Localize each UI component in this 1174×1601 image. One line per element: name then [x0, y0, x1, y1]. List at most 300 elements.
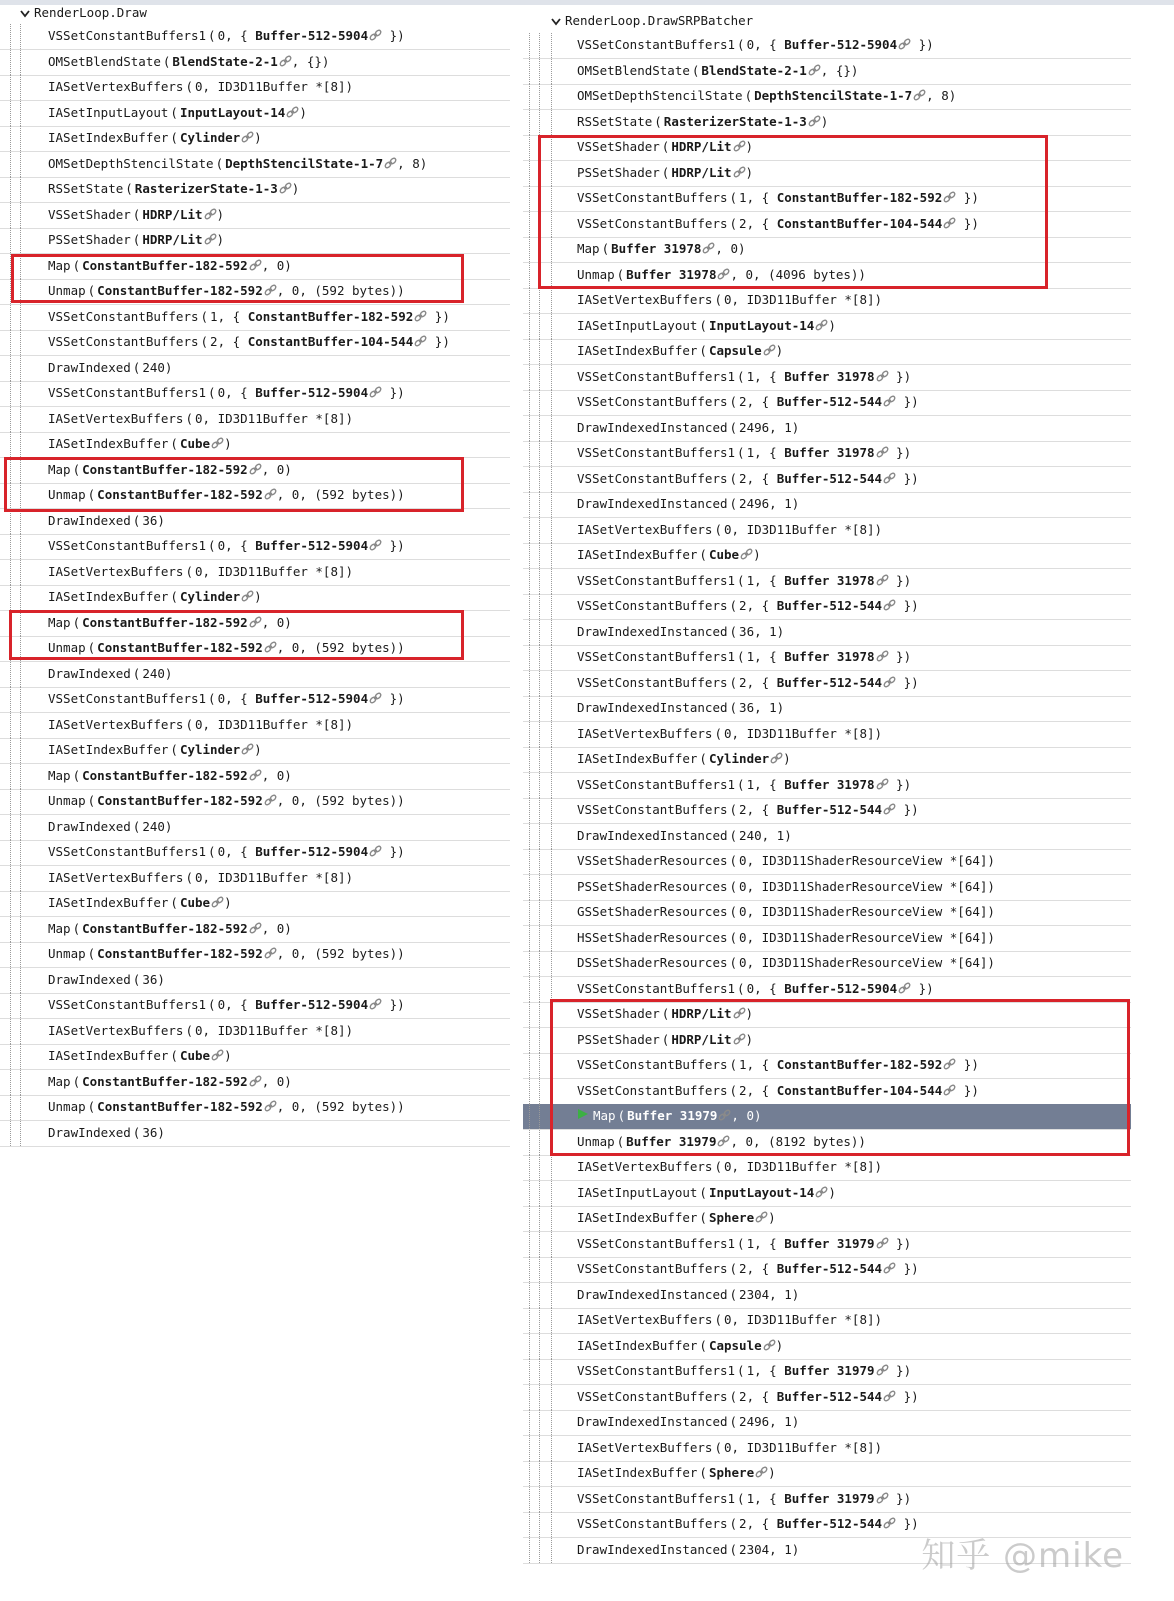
event-row[interactable] — [523, 237, 1131, 263]
event-row[interactable] — [523, 1232, 1131, 1258]
event-row[interactable] — [0, 509, 510, 535]
event-row[interactable] — [523, 671, 1131, 697]
event-row[interactable] — [523, 1308, 1131, 1334]
resource-name[interactable]: InputLayout-14 — [179, 104, 286, 120]
resource-name[interactable]: RasterizerState-1-3 — [663, 113, 807, 129]
resource-name[interactable]: Buffer-512-544 — [776, 394, 883, 409]
event-row[interactable] — [0, 993, 510, 1019]
resource-name[interactable]: ConstantBuffer-182-592 — [82, 920, 248, 936]
resource-name[interactable]: BlendState-2-1 — [701, 62, 807, 78]
event-row[interactable] — [523, 645, 1131, 671]
resource-name[interactable]: HDRP/Lit — [671, 1006, 732, 1021]
link-icon[interactable] — [943, 217, 956, 229]
event-row[interactable] — [523, 339, 1131, 365]
event-row[interactable] — [523, 1359, 1131, 1385]
link-icon[interactable] — [264, 284, 277, 296]
event-row[interactable] — [0, 815, 510, 841]
link-icon[interactable] — [943, 191, 956, 203]
resource-name[interactable]: Cube — [708, 547, 740, 562]
chevron-down-icon[interactable] — [551, 15, 561, 25]
resource-name[interactable]: HDRP/Lit — [142, 232, 203, 247]
event-row[interactable] — [0, 968, 510, 994]
link-icon[interactable] — [755, 1466, 768, 1478]
link-icon[interactable] — [279, 182, 292, 194]
tree-guide-line — [551, 492, 552, 517]
resource-name[interactable]: Buffer-512-544 — [776, 1261, 883, 1276]
resource-name[interactable]: Buffer 31979 — [784, 1235, 875, 1251]
event-row[interactable] — [523, 977, 1131, 1003]
resource-name[interactable]: Buffer 31978 — [784, 445, 875, 460]
link-icon[interactable] — [898, 38, 911, 50]
link-icon[interactable] — [369, 386, 382, 398]
resource-name[interactable]: Buffer-512-544 — [776, 1388, 883, 1404]
event-row[interactable] — [0, 75, 510, 101]
event-row[interactable] — [0, 611, 510, 637]
event-row[interactable] — [523, 1130, 1131, 1156]
event-row[interactable] — [0, 177, 510, 203]
link-icon[interactable] — [876, 650, 889, 662]
event-row[interactable] — [0, 381, 510, 407]
link-icon[interactable] — [883, 1262, 896, 1274]
tree-guide-line — [20, 738, 21, 763]
link-icon[interactable] — [733, 1033, 746, 1045]
link-icon[interactable] — [241, 590, 254, 602]
resource-name[interactable]: Buffer-512-5904 — [255, 844, 369, 859]
resource-name[interactable]: ConstantBuffer-182-592 — [97, 487, 263, 502]
link-icon[interactable] — [815, 319, 828, 331]
resource-name[interactable]: ConstantBuffer-182-592 — [82, 767, 248, 783]
event-row[interactable] — [523, 1410, 1131, 1436]
event-row[interactable] — [523, 1334, 1131, 1360]
event-row[interactable] — [523, 1283, 1131, 1309]
event-row[interactable] — [523, 696, 1131, 722]
event-text: VSSetConstantBuffers1 ( 1, { Buffer 31978 }) — [577, 368, 912, 384]
resource-name[interactable]: Buffer-512-544 — [776, 470, 883, 486]
resource-name[interactable]: Capsule — [708, 343, 762, 358]
event-row[interactable] — [0, 1019, 510, 1045]
link-icon[interactable] — [733, 140, 746, 152]
tree-guide-line — [539, 1130, 540, 1155]
resource-name[interactable]: Buffer 31978 — [784, 649, 875, 664]
event-row[interactable] — [523, 951, 1131, 977]
link-icon[interactable] — [717, 1135, 730, 1147]
link-icon[interactable] — [702, 242, 715, 254]
link-icon[interactable] — [883, 803, 896, 815]
argument-prefix: 240) — [142, 665, 173, 681]
event-row[interactable] — [523, 875, 1131, 901]
function-name: VSSetConstantBuffers1 — [48, 691, 207, 706]
link-icon[interactable] — [286, 106, 299, 118]
event-row[interactable] — [523, 798, 1131, 824]
tree-node-renderloop-draw[interactable] — [20, 1, 147, 25]
event-row[interactable] — [0, 50, 510, 76]
tree-guide-line — [20, 993, 21, 1018]
tree-guide-line — [529, 1028, 530, 1053]
link-icon[interactable] — [279, 55, 292, 67]
link-icon[interactable] — [384, 157, 397, 169]
resource-name[interactable]: Cylinder — [708, 751, 770, 766]
event-row[interactable] — [0, 24, 510, 50]
event-row[interactable] — [523, 314, 1131, 340]
link-icon[interactable] — [876, 778, 889, 790]
event-row[interactable] — [523, 390, 1131, 416]
event-row[interactable] — [523, 263, 1131, 289]
link-icon[interactable] — [204, 233, 217, 245]
event-row[interactable] — [0, 636, 510, 662]
event-row[interactable] — [523, 722, 1131, 748]
resource-name[interactable]: Buffer 31979 — [784, 1490, 875, 1506]
event-row[interactable] — [0, 279, 510, 305]
event-row[interactable] — [523, 1028, 1131, 1054]
event-row[interactable] — [0, 789, 510, 815]
tree-guide-line — [551, 1232, 552, 1257]
event-row[interactable] — [523, 1461, 1131, 1487]
event-row[interactable] — [0, 942, 510, 968]
link-icon[interactable] — [717, 268, 730, 280]
event-text: VSSetConstantBuffers1 ( 1, { Buffer 31978 }) — [577, 445, 912, 460]
link-icon[interactable] — [249, 259, 262, 271]
link-icon[interactable] — [876, 370, 889, 382]
resource-name[interactable]: InputLayout-14 — [708, 1184, 815, 1200]
link-icon[interactable] — [913, 89, 926, 101]
tree-guide-line — [539, 1028, 540, 1053]
resource-name[interactable]: BlendState-2-1 — [172, 53, 278, 69]
link-icon[interactable] — [249, 769, 262, 781]
event-row[interactable] — [523, 1257, 1131, 1283]
event-row[interactable] — [0, 917, 510, 943]
event-row[interactable] — [523, 59, 1131, 85]
event-row[interactable] — [0, 203, 510, 229]
link-icon[interactable] — [883, 676, 896, 688]
tree-guide-line — [539, 1206, 540, 1231]
tree-guide-line — [529, 59, 530, 84]
argument-suffix: ) — [745, 1006, 754, 1021]
resource-name[interactable]: Buffer-512-544 — [776, 1516, 883, 1531]
resource-name[interactable]: ConstantBuffer-182-592 — [82, 1073, 248, 1089]
argument-suffix: }) — [956, 1057, 979, 1072]
resource-name[interactable]: Buffer-512-5904 — [255, 385, 369, 400]
link-icon[interactable] — [414, 310, 427, 322]
link-icon[interactable] — [808, 64, 821, 76]
event-row[interactable] — [0, 407, 510, 433]
link-icon[interactable] — [876, 446, 889, 458]
resource-name[interactable]: Cube — [179, 895, 211, 910]
link-icon[interactable] — [249, 463, 262, 475]
tree-guide-line — [551, 186, 552, 211]
event-row[interactable] — [523, 594, 1131, 620]
link-icon[interactable] — [414, 335, 427, 347]
resource-name[interactable]: Buffer 31978 — [784, 572, 875, 588]
resource-name[interactable]: HDRP/Lit — [142, 206, 203, 222]
tree-guide-line — [529, 1053, 530, 1078]
link-icon[interactable] — [211, 1049, 224, 1061]
event-row[interactable] — [0, 1044, 510, 1070]
event-row[interactable] — [0, 738, 510, 764]
resource-name[interactable]: InputLayout-14 — [708, 317, 815, 333]
resource-name[interactable]: ConstantBuffer-182-592 — [82, 614, 248, 630]
link-icon[interactable] — [943, 1058, 956, 1070]
resource-name[interactable]: Buffer-512-544 — [776, 802, 883, 817]
resource-name[interactable]: Buffer 31979 — [784, 1363, 875, 1378]
tree-guide-line — [539, 237, 540, 262]
event-row[interactable] — [523, 773, 1131, 799]
event-row[interactable] — [523, 824, 1131, 850]
resource-name[interactable]: ConstantBuffer-182-592 — [97, 946, 263, 961]
event-row[interactable] — [0, 585, 510, 611]
event-row[interactable] — [0, 534, 510, 560]
event-row[interactable] — [523, 849, 1131, 875]
event-row[interactable] — [0, 1070, 510, 1096]
tree-guide-line — [529, 1487, 530, 1512]
resource-name[interactable]: ConstantBuffer-104-544 — [776, 215, 943, 231]
resource-name[interactable]: DepthStencilState-1-7 — [754, 88, 913, 103]
resource-name[interactable]: Buffer 31979 — [626, 1133, 717, 1149]
tree-guide-line — [20, 534, 21, 559]
event-row[interactable] — [0, 152, 510, 178]
tree-guide-line — [20, 968, 21, 993]
link-icon[interactable] — [264, 947, 277, 959]
function-name: IASetIndexBuffer — [577, 1210, 698, 1225]
resource-name[interactable]: ConstantBuffer-182-592 — [97, 793, 263, 808]
link-icon[interactable] — [369, 29, 382, 41]
event-row[interactable] — [0, 432, 510, 458]
event-row[interactable] — [0, 483, 510, 509]
event-row[interactable] — [0, 330, 510, 356]
link-icon[interactable] — [763, 1339, 776, 1351]
link-icon[interactable] — [740, 548, 753, 560]
event-row[interactable] — [523, 569, 1131, 595]
tree-guide-line — [551, 1410, 552, 1435]
link-icon[interactable] — [211, 896, 224, 908]
resource-name[interactable]: Buffer-512-5904 — [255, 28, 369, 43]
watermark: 知乎 @mike — [921, 1536, 1124, 1576]
link-icon[interactable] — [808, 115, 821, 127]
resource-name[interactable]: Buffer 31979 — [627, 1108, 718, 1123]
link-icon[interactable] — [876, 1364, 889, 1376]
resource-name[interactable]: Buffer-512-5904 — [255, 997, 369, 1012]
event-row[interactable] — [0, 458, 510, 484]
resource-name[interactable]: Cylinder — [179, 130, 241, 145]
resource-name[interactable]: ConstantBuffer-104-544 — [247, 334, 414, 349]
argument-prefix: 36) — [142, 1124, 165, 1140]
resource-name[interactable]: RasterizerState-1-3 — [134, 181, 278, 196]
resource-name[interactable]: ConstantBuffer-182-592 — [776, 190, 943, 205]
event-row[interactable] — [523, 620, 1131, 646]
event-row[interactable] — [523, 135, 1131, 161]
link-icon[interactable] — [943, 1084, 956, 1096]
event-row[interactable] — [0, 840, 510, 866]
argument-suffix: , 0) — [261, 767, 292, 783]
resource-name[interactable]: ConstantBuffer-182-592 — [776, 1057, 943, 1072]
link-icon[interactable] — [733, 1007, 746, 1019]
event-row[interactable] — [0, 713, 510, 739]
event-row[interactable] — [523, 1053, 1131, 1079]
event-row[interactable] — [523, 1155, 1131, 1181]
link-icon[interactable] — [898, 982, 911, 994]
link-icon[interactable] — [264, 1100, 277, 1112]
event-row[interactable] — [0, 228, 510, 254]
resource-name[interactable]: Buffer 31978 — [611, 241, 702, 256]
resource-name[interactable]: Sphere — [708, 1210, 755, 1225]
link-icon[interactable] — [369, 845, 382, 857]
link-icon[interactable] — [264, 488, 277, 500]
tree-guide-line — [539, 1308, 540, 1333]
link-icon[interactable] — [883, 1390, 896, 1402]
event-row[interactable] — [523, 110, 1131, 136]
resource-name[interactable]: HDRP/Lit — [671, 164, 732, 180]
link-icon[interactable] — [241, 743, 254, 755]
event-row[interactable] — [0, 866, 510, 892]
event-row[interactable] — [0, 687, 510, 713]
resource-name[interactable]: Buffer-512-5904 — [784, 980, 898, 996]
resource-name[interactable]: Buffer-512-544 — [776, 598, 883, 613]
tree-guide-line — [20, 687, 21, 712]
resource-name[interactable]: HDRP/Lit — [671, 139, 732, 154]
link-icon[interactable] — [204, 208, 217, 220]
resource-name[interactable]: ConstantBuffer-182-592 — [82, 461, 248, 477]
event-row[interactable] — [0, 662, 510, 688]
link-icon[interactable] — [883, 599, 896, 611]
tree-guide-line — [10, 330, 11, 355]
event-row[interactable] — [523, 492, 1131, 518]
tree-guide-line — [551, 594, 552, 619]
link-icon[interactable] — [883, 395, 896, 407]
tree-node-label: RenderLoop.DrawSRPBatcher — [565, 13, 754, 28]
event-row[interactable] — [523, 365, 1131, 391]
tree-guide-line — [529, 339, 530, 364]
function-name: IASetIndexBuffer — [577, 751, 698, 766]
resource-name[interactable]: Capsule — [708, 1337, 762, 1353]
link-icon[interactable] — [883, 472, 896, 484]
event-row[interactable] — [523, 212, 1131, 238]
tree-guide-line — [551, 1359, 552, 1384]
tree-guide-line — [539, 900, 540, 925]
event-row[interactable] — [523, 1436, 1131, 1462]
event-row[interactable] — [523, 900, 1131, 926]
link-icon[interactable] — [249, 616, 262, 628]
event-row[interactable] — [0, 254, 510, 280]
resource-name[interactable]: Cube — [179, 436, 211, 451]
resource-name[interactable]: ConstantBuffer-182-592 — [97, 1099, 263, 1114]
link-icon[interactable] — [815, 1186, 828, 1198]
event-text: DrawIndexedInstanced ( 2496, 1) — [577, 1414, 800, 1429]
event-row[interactable] — [523, 1181, 1131, 1207]
resource-name[interactable]: Buffer-512-544 — [776, 674, 883, 690]
link-icon[interactable] — [883, 1517, 896, 1529]
link-icon[interactable] — [241, 131, 254, 143]
link-icon[interactable] — [733, 166, 746, 178]
resource-name[interactable]: Buffer-512-5904 — [255, 538, 369, 553]
event-row[interactable] — [523, 518, 1131, 544]
resource-name[interactable]: Cube — [179, 1048, 211, 1063]
resource-name[interactable]: ConstantBuffer-182-592 — [247, 308, 414, 324]
tree-guide-line — [529, 569, 530, 594]
resource-name[interactable]: Cylinder — [179, 742, 241, 757]
event-row[interactable] — [523, 747, 1131, 773]
event-row[interactable] — [523, 441, 1131, 467]
resource-name[interactable]: DepthStencilState-1-7 — [225, 155, 384, 171]
resource-name[interactable]: Buffer-512-5904 — [255, 691, 369, 706]
event-row[interactable] — [0, 764, 510, 790]
event-row[interactable] — [523, 288, 1131, 314]
link-icon[interactable] — [369, 539, 382, 551]
event-row[interactable] — [523, 1002, 1131, 1028]
event-row[interactable] — [0, 891, 510, 917]
event-row[interactable] — [523, 1206, 1131, 1232]
resource-name[interactable]: ConstantBuffer-104-544 — [776, 1082, 943, 1098]
link-icon[interactable] — [755, 1211, 768, 1223]
event-text: Map ( Buffer 31979 , 0) — [577, 1104, 762, 1128]
event-row[interactable] — [0, 560, 510, 586]
event-row[interactable] — [523, 33, 1131, 59]
argument-prefix: 1, { — [739, 1057, 777, 1072]
event-row[interactable] — [0, 1095, 510, 1121]
tree-node-renderloop-drawsrpbatcher[interactable] — [551, 9, 753, 33]
link-icon[interactable] — [876, 1237, 889, 1249]
event-row[interactable] — [523, 1079, 1131, 1105]
link-icon[interactable] — [249, 1075, 262, 1087]
function-name: PSSetShader — [48, 232, 131, 247]
event-row[interactable] — [523, 161, 1131, 187]
link-icon[interactable] — [770, 752, 783, 764]
argument-suffix: }) — [896, 394, 919, 409]
link-icon[interactable] — [876, 1492, 889, 1504]
link-icon[interactable] — [264, 641, 277, 653]
event-row[interactable] — [0, 1121, 510, 1147]
link-icon[interactable] — [369, 998, 382, 1010]
link-icon[interactable] — [264, 794, 277, 806]
resource-name[interactable]: ConstantBuffer-182-592 — [97, 640, 263, 655]
event-row[interactable] — [0, 305, 510, 331]
event-row[interactable] — [523, 1104, 1131, 1130]
event-row[interactable] — [523, 186, 1131, 212]
chevron-down-icon[interactable] — [20, 7, 30, 17]
resource-name[interactable]: Sphere — [708, 1465, 755, 1480]
resource-name[interactable]: Buffer 31978 — [784, 368, 875, 384]
event-row[interactable] — [523, 84, 1131, 110]
link-icon[interactable] — [876, 574, 889, 586]
resource-name[interactable]: Buffer 31978 — [626, 266, 717, 282]
function-name: DrawIndexedInstanced — [577, 419, 728, 435]
link-icon[interactable] — [369, 692, 382, 704]
event-row[interactable] — [0, 356, 510, 382]
tree-guide-line — [551, 135, 552, 160]
resource-name[interactable]: ConstantBuffer-182-592 — [97, 283, 263, 298]
event-row[interactable] — [523, 543, 1131, 569]
event-row[interactable] — [523, 1385, 1131, 1411]
event-row[interactable] — [523, 926, 1131, 952]
link-icon[interactable] — [718, 1109, 731, 1121]
link-icon[interactable] — [211, 437, 224, 449]
resource-name[interactable]: Buffer-512-5904 — [784, 37, 898, 52]
event-row[interactable] — [523, 467, 1131, 493]
resource-name[interactable]: HDRP/Lit — [671, 1031, 732, 1047]
event-row[interactable] — [0, 126, 510, 152]
event-text: IASetIndexBuffer ( Sphere ) — [577, 1465, 776, 1480]
resource-name[interactable]: Cylinder — [179, 589, 241, 604]
event-row[interactable] — [523, 416, 1131, 442]
event-row[interactable] — [0, 101, 510, 127]
tree-guide-line — [20, 764, 21, 789]
resource-name[interactable]: Buffer 31978 — [784, 776, 875, 792]
link-icon[interactable] — [763, 344, 776, 356]
event-text: Map ( ConstantBuffer-182-592 , 0) — [48, 920, 292, 936]
function-name: IASetIndexBuffer — [48, 436, 169, 451]
argument-suffix: }) — [896, 470, 919, 486]
link-icon[interactable] — [249, 922, 262, 934]
event-row[interactable] — [523, 1487, 1131, 1513]
resource-name[interactable]: ConstantBuffer-182-592 — [82, 257, 248, 273]
